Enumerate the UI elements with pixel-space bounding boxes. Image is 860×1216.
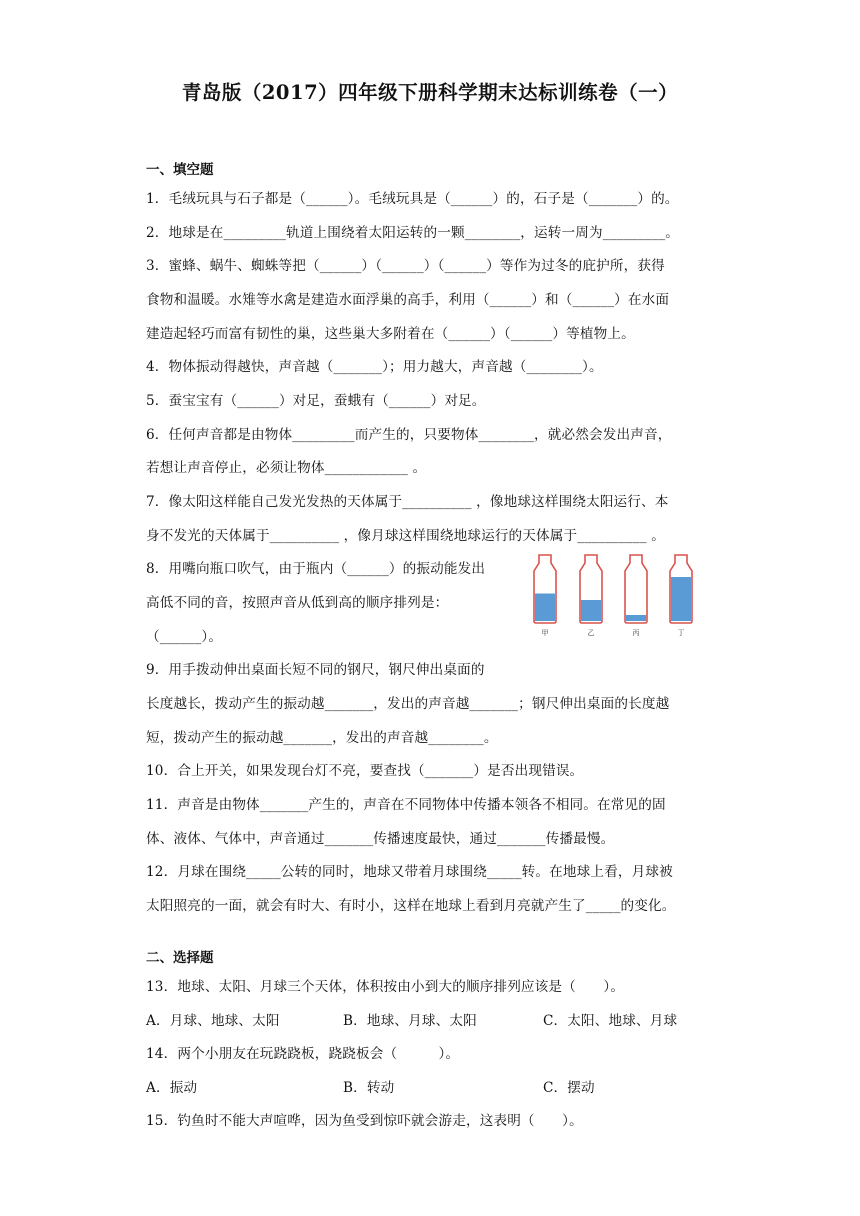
question-10-line: 10．合上开关，如果发现台灯不亮，要查找（_______）是否出现错误。 [146,763,584,779]
bottle-label-3: 丙 [632,629,640,637]
bottle-3 [625,555,647,637]
question-8-answer: （______）。 [146,629,223,645]
question-13-option-c: C．太阳、地球、月球 [543,1013,678,1029]
question-13-option-a: A．月球、地球、太阳 [146,1013,280,1029]
question-13-option-b: B．地球、月球、太阳 [343,1013,477,1029]
bottle-water-4 [671,577,691,621]
bottle-2 [580,555,602,637]
bottle-label-4: 丁 [677,629,685,637]
bottle-label-1: 甲 [541,629,549,637]
question-11-line-1: 11．声音是由物体_______产生的，声音在不同物体中传播本领各不相同。在常见的固 [146,797,666,813]
question-3-line-2: 食物和温暖。水雉等水禽是建造水面浮巢的高手，利用（______）和（______）在水面 [146,292,670,308]
question-9-line-2: 长度越长，拨动产生的振动越_______，发出的声音越_______；钢尺伸出桌面的长度越 [146,696,670,712]
question-12-line-1: 12．月球在围绕_____公转的同时，地球又带着月球围绕_____转。在地球上看，月球被 [146,864,673,880]
section-fill-in: 一、填空题 [146,162,214,178]
question-8-line-2: 高低不同的音，按照声音从低到高的顺序排列是： [146,595,449,611]
question-11-line-2: 体、液体、气体中，声音通过_______传播速度最快，通过_______传播最慢。 [146,831,615,847]
question-5-line: 5．蚕宝宝有（______）对足，蚕蛾有（______）对足。 [146,393,486,409]
bottles-figure [530,553,706,637]
question-15-line: 15．钓鱼时不能大声喧哗，因为鱼受到惊吓就会游走，这表明（ ）。 [146,1113,583,1129]
question-6-line-1: 6．任何声音都是由物体_________而产生的，只要物体________，就必然会发出声音， [146,427,672,443]
bottle-water-1 [535,594,555,622]
exam-title: 青岛版（2017）四年级下册科学期末达标训练卷（一） [181,81,679,104]
question-3-line-3: 建造起轻巧而富有韧性的巢，这些巢大多附着在（______）（______）等植物上。 [146,326,635,342]
question-7-line-2: 身不发光的天体属于__________ ，像月球这样围绕地球运行的天体属于__________ 。 [146,528,665,544]
question-14-line: 14．两个小朋友在玩跷跷板，跷跷板会（ ）。 [146,1046,460,1062]
question-1-line: 1．毛绒玩具与石子都是（______）。毛绒玩具是（______）的，石子是（_______）的。 [146,191,679,207]
question-9-line-3: 短，拨动产生的振动越_______，发出的声音越________。 [146,730,498,746]
question-14-option-c: C．摆动 [543,1080,595,1096]
bottle-label-2: 乙 [587,629,595,637]
question-7-line-1: 7．像太阳这样能自己发光发热的天体属于__________ ，像地球这样围绕太阳运行、本 [146,494,669,510]
bottle-water-2 [581,600,601,621]
question-14-option-b: B．转动 [343,1080,395,1096]
question-12-line-2: 太阳照亮的一面，就会有时大、有时小，这样在地球上看到月亮就产生了_____的变化。 [146,898,676,914]
question-4-line: 4．物体振动得越快，声音越（_______）；用力越大，声音越（________）。 [146,359,603,375]
question-14-option-a: A．振动 [146,1080,198,1096]
section-choice: 二、选择题 [146,950,214,966]
question-2-line: 2．地球是在_________轨道上围绕着太阳运转的一颗________，运转一周为_________。 [146,225,680,241]
bottle-water-3 [626,615,646,621]
question-13-line: 13．地球、太阳、月球三个天体，体积按由小到大的顺序排列应该是（ ）。 [146,979,625,995]
bottle-4 [670,555,692,637]
question-9-line-1: 9．用手拨动伸出桌面长短不同的钢尺，钢尺伸出桌面的 [146,662,485,678]
question-6-line-2: 若想让声音停止，必须让物体____________ 。 [146,460,427,476]
bottle-outline-3 [625,555,647,623]
bottle-1 [534,555,556,637]
question-3-line-1: 3．蜜蜂、蜗牛、蜘蛛等把（______）（______）（______）等作为过冬的庇护所，获得 [146,258,665,274]
question-8-line-1: 8．用嘴向瓶口吹气，由于瓶内（______）的振动能发出 [146,561,486,577]
